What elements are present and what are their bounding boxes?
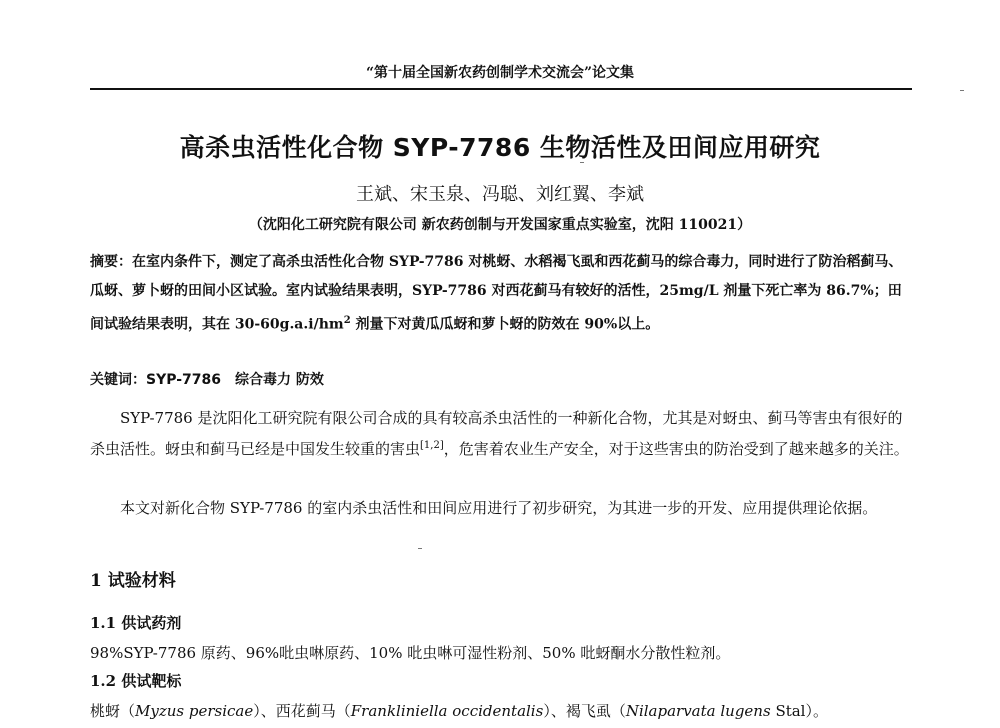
target-3-name: ）、褐飞虱（ [543, 702, 626, 720]
header-rule [90, 88, 912, 90]
abstract-superscript: 2 [343, 315, 351, 326]
keywords-text: SYP-7786 综合毒力 防效 [146, 372, 324, 388]
abstract [90, 248, 912, 340]
scan-artifact [418, 548, 422, 549]
intro-paragraph-2: 本文对新化合物 SYP-7786 的室内杀虫活性和田间应用进行了初步研究，为其进一步的开发、应用提供理论依据。 [120, 499, 878, 517]
intro-paragraph-1 [90, 404, 912, 463]
scan-artifact [580, 162, 584, 163]
target-2-sci-name: Frankliniella occidentalis [350, 702, 544, 720]
abstract-label: 摘要： [90, 254, 132, 270]
target-3-authority: Stal [770, 702, 806, 720]
scan-artifact [960, 90, 964, 91]
author-list: 王斌、宋玉泉、冯聪、刘红翼、李斌 [356, 184, 644, 205]
intro-p1-text: SYP-7786 是沈阳化工研究院有限公司合成的具有较高杀虫活性的一种新化合物，尤其是对蚜虫、蓟马等害虫有很好的杀虫活性。蚜虫和蓟马已经是中国发生较重的害虫 [90, 409, 903, 458]
abstract-text: 在室内条件下，测定了高杀虫活性化合物 SYP-7786 对桃蚜、水稻褐飞虱和西花蓟马的综合毒力，同时进行了防治稻蓟马、瓜蚜、萝卜蚜的田间小区试验。室内试验结果表明，SYP-7786 对西花蓟马有较好的活性，25mg/L 剂量下死亡率为 86.7%；田间试验结果表明，其在 30-60g.a.i/hm [90, 254, 903, 333]
target-3-sci-name: Nilaparvata lugens [625, 702, 771, 720]
target-2-name: ）、西花蓟马（ [253, 702, 351, 720]
subsection-1-2-text [90, 700, 912, 721]
section-1-heading: 1 试验材料 [90, 571, 176, 591]
target-list-end: ）。 [805, 702, 828, 720]
subsection-1-1-heading: 1.1 供试药剂 [90, 614, 182, 632]
abstract-text-end: 剂量下对黄瓜瓜蚜和萝卜蚜的防效在 90%以上。 [350, 316, 660, 333]
keywords [90, 366, 912, 395]
subsection-1-2-heading: 1.2 供试靶标 [90, 672, 182, 690]
keywords-label: 关键词： [90, 372, 146, 388]
paper-title: 高杀虫活性化合物 SYP-7786 生物活性及田间应用研究 [179, 133, 821, 162]
running-header: “第十届全国新农药创制学术交流会”论文集 [365, 65, 635, 81]
subsection-1-1-text: 98%SYP-7786 原药、96%吡虫啉原药、10% 吡虫啉可湿性粉剂、50% 吡蚜酮水分散性粒剂。 [90, 644, 731, 662]
target-1-sci-name: Myzus persicae [135, 702, 254, 720]
intro-p1-text-end: ，危害着农业生产安全，对于这些害虫的防治受到了越来越多的关注。 [443, 440, 909, 458]
citation-ref: [1,2] [420, 440, 444, 451]
target-1-name: 桃蚜（ [90, 702, 136, 720]
affiliation: （沈阳化工研究院有限公司 新农药创制与开发国家重点实验室，沈阳 110021） [248, 217, 752, 233]
